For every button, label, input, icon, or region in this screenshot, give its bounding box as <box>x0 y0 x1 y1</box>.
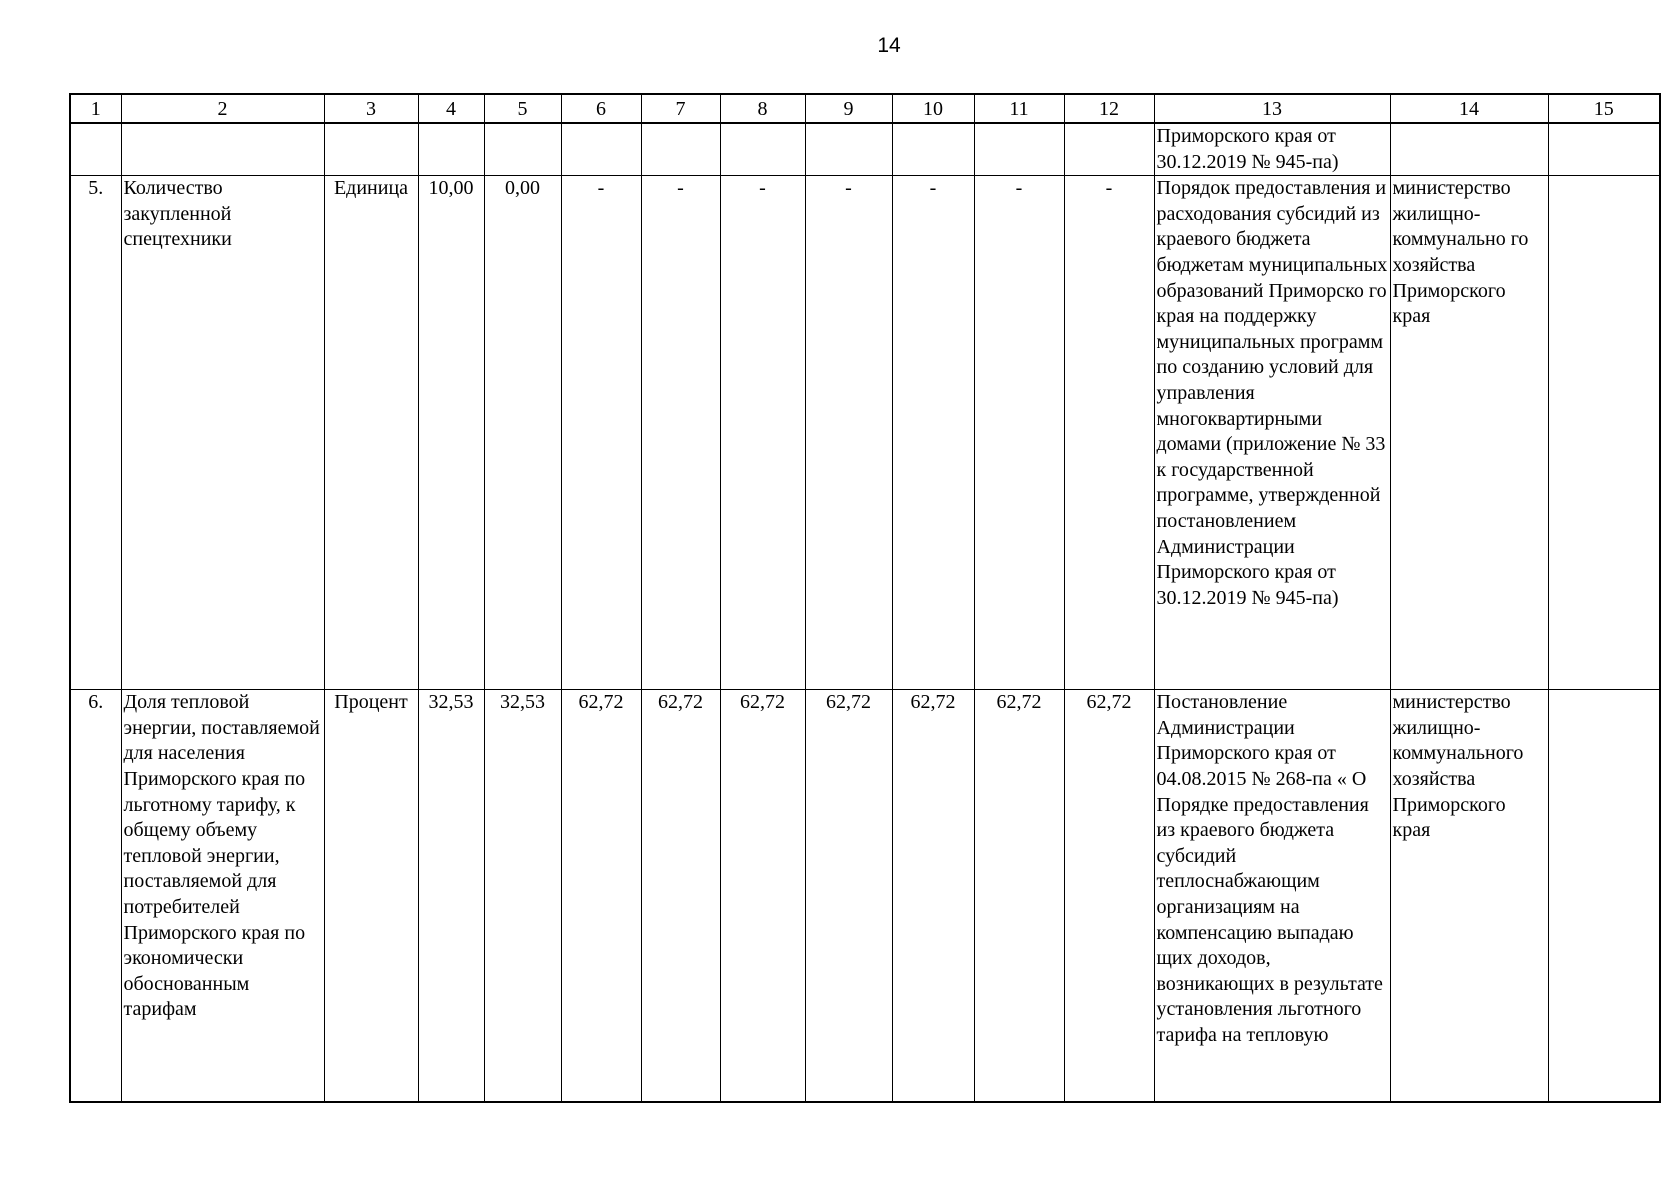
value-cell: 62,72 <box>805 690 892 1102</box>
page-number: 14 <box>877 34 901 57</box>
table-cell <box>70 123 121 176</box>
column-number: 1 <box>70 94 121 123</box>
column-number: 9 <box>805 94 892 123</box>
value-cell: 10,00 <box>418 176 484 690</box>
value-cell: - <box>892 176 974 690</box>
value-cell: 62,72 <box>561 690 641 1102</box>
column-number: 6 <box>561 94 641 123</box>
table-cell <box>1390 123 1548 176</box>
column-number: 7 <box>641 94 720 123</box>
value-cell: 62,72 <box>1064 690 1154 1102</box>
continuation-row <box>70 123 1660 176</box>
table-cell <box>1548 123 1660 176</box>
responsible-body-cell: министерство жилищно- коммунально го хозяйства Приморского края <box>1390 176 1548 690</box>
value-cell: 62,72 <box>720 690 805 1102</box>
table-row <box>70 690 1660 1102</box>
column-number: 14 <box>1390 94 1548 123</box>
column-number: 11 <box>974 94 1064 123</box>
column-number: 8 <box>720 94 805 123</box>
value-cell: - <box>561 176 641 690</box>
legal-basis-cell: Постановление Администрации Приморского края от 04.08.2015 № 268-па « О Порядке предоставления из краевого бюджета субсидий теплоснабжающим организациям на компенсацию выпадаю щих доходов, возникающих в результате установления льготного тарифа на тепловую <box>1154 690 1390 1102</box>
row-number: 6. <box>70 690 121 1102</box>
table-cell <box>892 123 974 176</box>
indicator-name: Количество закупленной спецтехники <box>121 176 324 690</box>
value-cell: - <box>720 176 805 690</box>
indicators-table <box>69 93 1661 1103</box>
table-cell <box>1548 690 1660 1102</box>
value-cell: - <box>974 176 1064 690</box>
table-cell <box>1548 176 1660 690</box>
row-number: 5. <box>70 176 121 690</box>
value-cell: 0,00 <box>484 176 561 690</box>
table-cell <box>720 123 805 176</box>
table-cell <box>561 123 641 176</box>
column-number: 2 <box>121 94 324 123</box>
value-cell: 62,72 <box>974 690 1064 1102</box>
value-cell: 32,53 <box>484 690 561 1102</box>
column-number: 13 <box>1154 94 1390 123</box>
column-number: 5 <box>484 94 561 123</box>
table-cell <box>121 123 324 176</box>
column-number: 10 <box>892 94 974 123</box>
table-row <box>70 176 1660 690</box>
column-number: 15 <box>1548 94 1660 123</box>
table-cell <box>324 123 418 176</box>
column-number: 12 <box>1064 94 1154 123</box>
unit-cell: Единица <box>324 176 418 690</box>
unit-cell: Процент <box>324 690 418 1102</box>
table-cell <box>1064 123 1154 176</box>
table-cell <box>418 123 484 176</box>
table-cell <box>641 123 720 176</box>
column-number: 3 <box>324 94 418 123</box>
value-cell: - <box>1064 176 1154 690</box>
column-number-row <box>70 94 1660 123</box>
legal-basis-cell: Приморского края от 30.12.2019 № 945-па) <box>1154 123 1390 176</box>
table-cell <box>974 123 1064 176</box>
value-cell: 62,72 <box>892 690 974 1102</box>
legal-basis-cell: Порядок предоставления и расходования субсидий из краевого бюджета бюджетам муниципальных образований Приморско го края на поддержку муниципальных программ по созданию условий для управления многоквартирными домами (приложение № 33 к государственной программе, утвержденной постановлением Администрации Приморского края от 30.12.2019 № 945-па) <box>1154 176 1390 690</box>
value-cell: 32,53 <box>418 690 484 1102</box>
table-cell <box>484 123 561 176</box>
value-cell: - <box>805 176 892 690</box>
table-cell <box>805 123 892 176</box>
responsible-body-cell: министерство жилищно- коммунального хозяйства Приморского края <box>1390 690 1548 1102</box>
value-cell: 62,72 <box>641 690 720 1102</box>
indicator-name: Доля тепловой энергии, поставляемой для населения Приморского края по льготному тарифу, к общему объему тепловой энергии, поставляемой для потребителей Приморского края по экономически обоснованным тарифам <box>121 690 324 1102</box>
value-cell: - <box>641 176 720 690</box>
column-number: 4 <box>418 94 484 123</box>
